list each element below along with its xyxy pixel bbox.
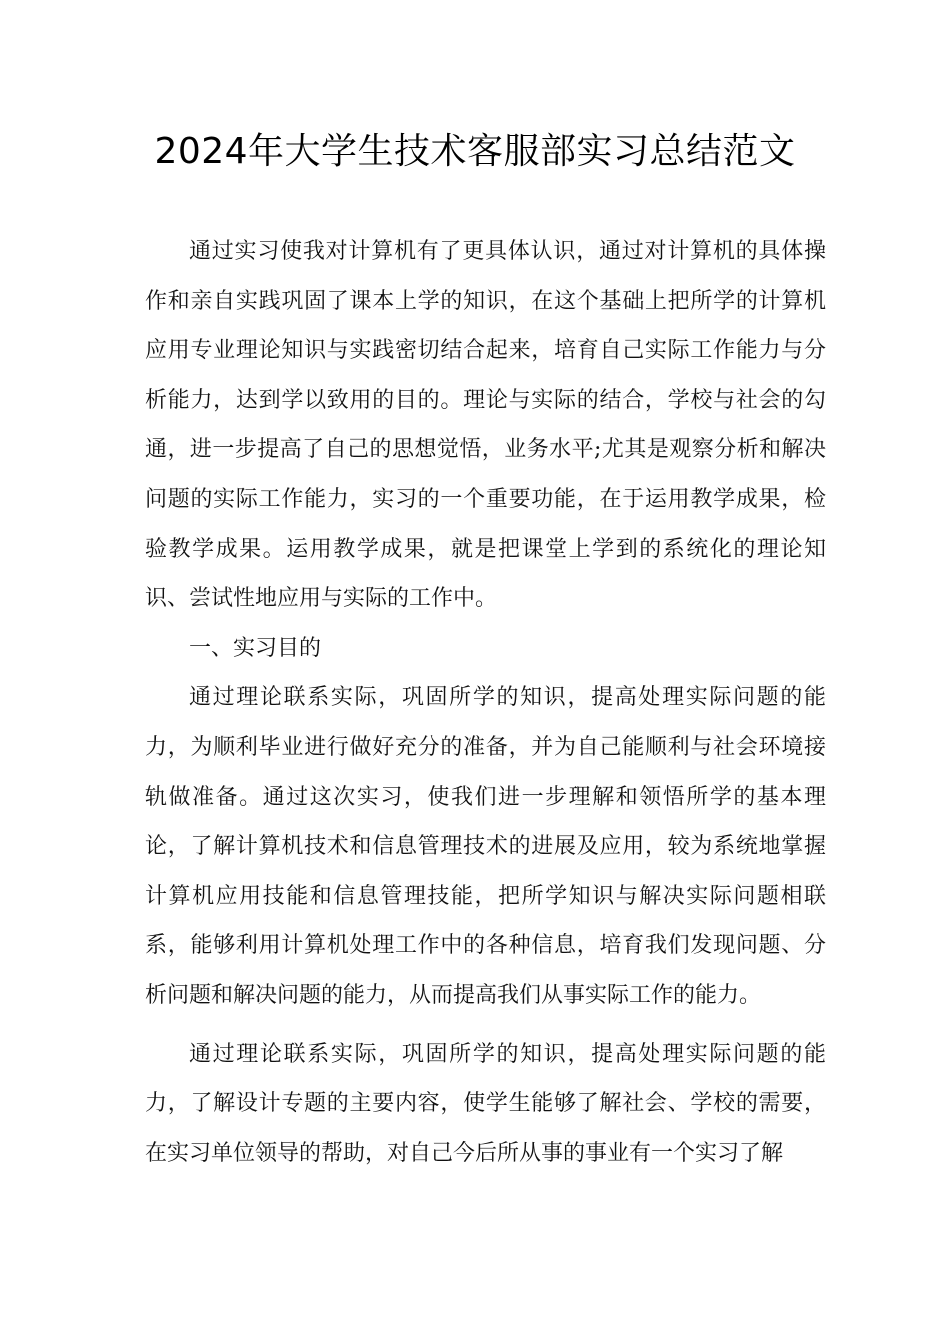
paragraph-continuation: 通过理论联系实际，巩固所学的知识，提高处理实际问题的能力，了解设计专题的主要内容，使学生能够了解社会、学校的需要，在实习单位领导的帮助，对自己今后所从事的事业有一个实习了解 [145, 1041, 826, 1166]
paragraph-purpose: 通过理论联系实际，巩固所学的知识，提高处理实际问题的能力，为顺利毕业进行做好充分的准备，并为自己能顺利与社会环境接轨做准备。通过这次实习，使我们进一步理解和领悟所学的基本理论，了解计算机技术和信息管理技术的进展及应用，较为系统地掌握计算机应用技能和信息管理技能，把所学知识与解决实际问题相联系，能够利用计算机处理工作中的各种信息，培育我们发现问题、分析问题和解决问题的能力，从而提高我们从事实际工作的能力。 [145, 685, 826, 1008]
paragraph-intro: 通过实习使我对计算机有了更具体认识，通过对计算机的具体操作和亲自实践巩固了课本上学的知识，在这个基础上把所学的计算机应用专业理论知识与实践密切结合起来，培育自己实际工作能力与分析能力，达到学以致用的目的。理论与实际的结合，学校与社会的勾通，进一步提高了自己的思想觉悟，业务水平;尤其是观察分析和解决问题的实际工作能力，实习的一个重要功能，在于运用教学成果，检验教学成果。运用教学成果，就是把课堂上学到的系统化的理论知识、尝试性地应用与实际的工作中。 [145, 239, 826, 612]
document-body [145, 227, 826, 1178]
section-heading-purpose: 一、实习目的 [189, 635, 322, 661]
document-title: 2024年大学生技术客服部实习总结范文 [154, 131, 796, 172]
